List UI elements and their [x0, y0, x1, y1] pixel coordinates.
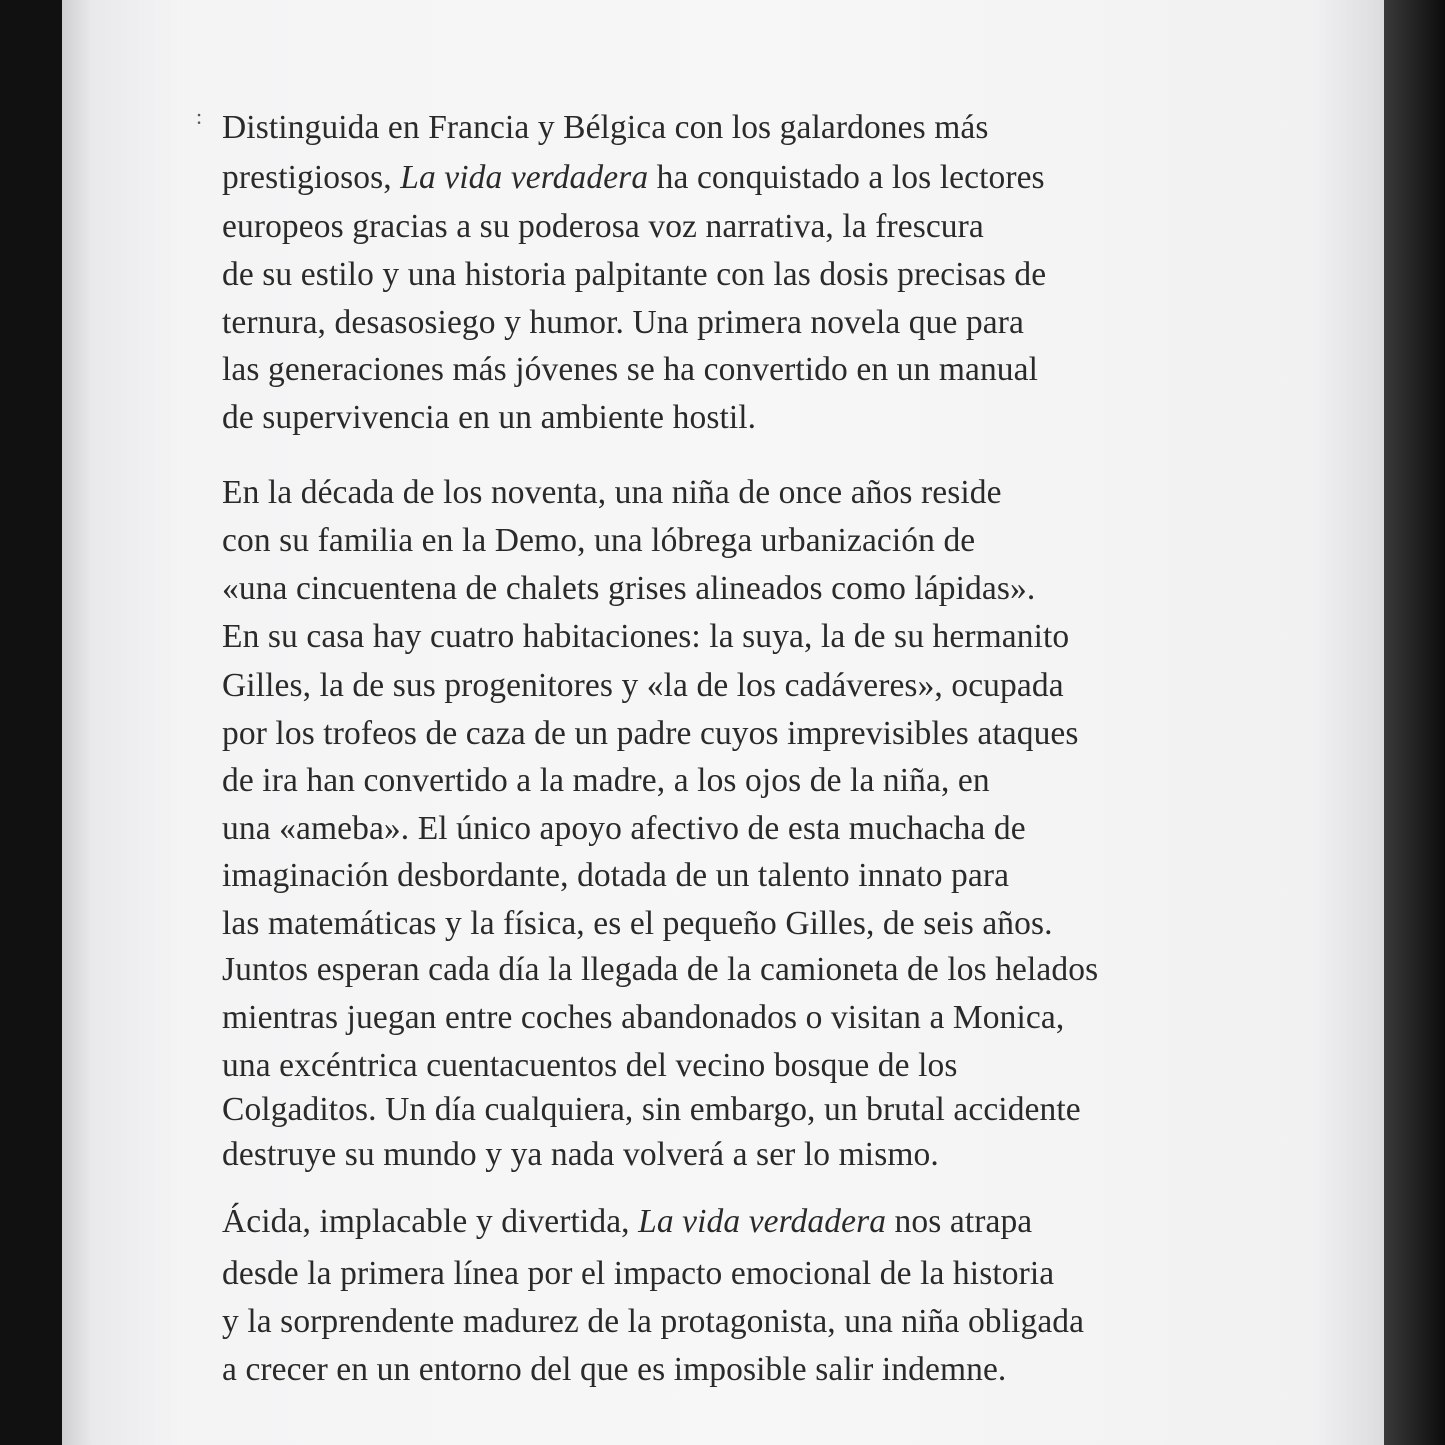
text-segment: y la sorprendente madurez de la protagonista, una niña obligada — [222, 1303, 1085, 1340]
text-line — [222, 521, 975, 561]
print-mark: : — [196, 104, 203, 129]
text-line — [222, 398, 756, 438]
text-line — [222, 856, 1009, 896]
text-line — [222, 998, 1064, 1038]
text-line — [222, 473, 1002, 513]
text-segment: nos atrapa — [886, 1203, 1033, 1240]
text-segment: una «ameba». El único apoyo afectivo de esta muchacha de — [222, 810, 1026, 847]
text-segment: las generaciones más jóvenes se ha convertido en un manual — [222, 351, 1039, 388]
text-line — [222, 950, 1098, 990]
text-segment: a crecer en un entorno del que es imposible salir indemne. — [222, 1351, 1007, 1388]
text-segment: ha conquistado a los lectores — [648, 159, 1045, 196]
text-segment: destruye su mundo y ya nada volverá a ser lo mismo. — [222, 1136, 939, 1173]
text-line — [222, 1202, 1032, 1242]
text-line — [222, 350, 1038, 390]
text-line — [222, 1090, 1081, 1130]
text-segment: de supervivencia en un ambiente hostil. — [222, 399, 757, 436]
text-segment: imaginación desbordante, dotada de un talento innato para — [222, 857, 1010, 894]
text-segment: En su casa hay cuatro habitaciones: la suya, la de su hermanito — [222, 618, 1070, 655]
text-line — [222, 1135, 939, 1175]
text-segment: Juntos esperan cada día la llegada de la camioneta de los helados — [222, 951, 1099, 988]
text-line — [222, 207, 984, 247]
text-segment: Distinguida en Francia y Bélgica con los galardones más — [222, 109, 989, 146]
text-line — [222, 108, 989, 148]
text-line — [222, 1302, 1084, 1342]
text-line — [222, 809, 1026, 849]
text-line — [222, 617, 1069, 657]
text-line — [222, 714, 1079, 754]
text-line — [222, 1350, 1006, 1390]
text-segment: de ira han convertido a la madre, a los ojos de la niña, en — [222, 762, 990, 799]
book-title-italic: La vida verdadera — [400, 159, 649, 196]
text-segment: «una cincuentena de chalets grises alineados como lápidas». — [222, 570, 1036, 607]
text-segment: europeos gracias a su poderosa voz narrativa, la frescura — [222, 208, 984, 245]
text-segment: prestigiosos, — [222, 159, 401, 196]
text-segment: Ácida, implacable y divertida, — [222, 1203, 639, 1240]
text-segment: con su familia en la Demo, una lóbrega urbanización de — [222, 522, 976, 559]
text-segment: las matemáticas y la física, es el pequeño Gilles, de seis años. — [222, 905, 1053, 942]
text-segment: de su estilo y una historia palpitante con las dosis precisas de — [222, 256, 1047, 293]
book-title-italic: La vida verdadera — [638, 1203, 887, 1240]
text-line — [222, 569, 1035, 609]
text-segment: En la década de los noventa, una niña de once años reside — [222, 474, 1002, 511]
text-segment: por los trofeos de caza de un padre cuyos imprevisibles ataques — [222, 715, 1079, 752]
text-segment: mientras juegan entre coches abandonados o visitan a Monica, — [222, 999, 1065, 1036]
text-line — [222, 904, 1053, 944]
text-segment: desde la primera línea por el impacto emocional de la historia — [222, 1255, 1055, 1292]
text-line — [222, 761, 990, 801]
text-segment: Colgaditos. Un día cualquiera, sin embargo, un brutal accidente — [222, 1091, 1081, 1128]
text-segment: Gilles, la de sus progenitores y «la de los cadáveres», ocupada — [222, 667, 1064, 704]
text-line — [222, 1046, 958, 1086]
text-line — [222, 666, 1064, 706]
background-edge — [1384, 0, 1445, 1445]
text-segment: ternura, desasosiego y humor. Una primera novela que para — [222, 304, 1024, 341]
text-line — [222, 158, 1045, 198]
text-line — [222, 303, 1024, 343]
text-line — [222, 255, 1046, 295]
text-segment: una excéntrica cuentacuentos del vecino bosque de los — [222, 1047, 958, 1084]
text-line — [222, 1254, 1054, 1294]
